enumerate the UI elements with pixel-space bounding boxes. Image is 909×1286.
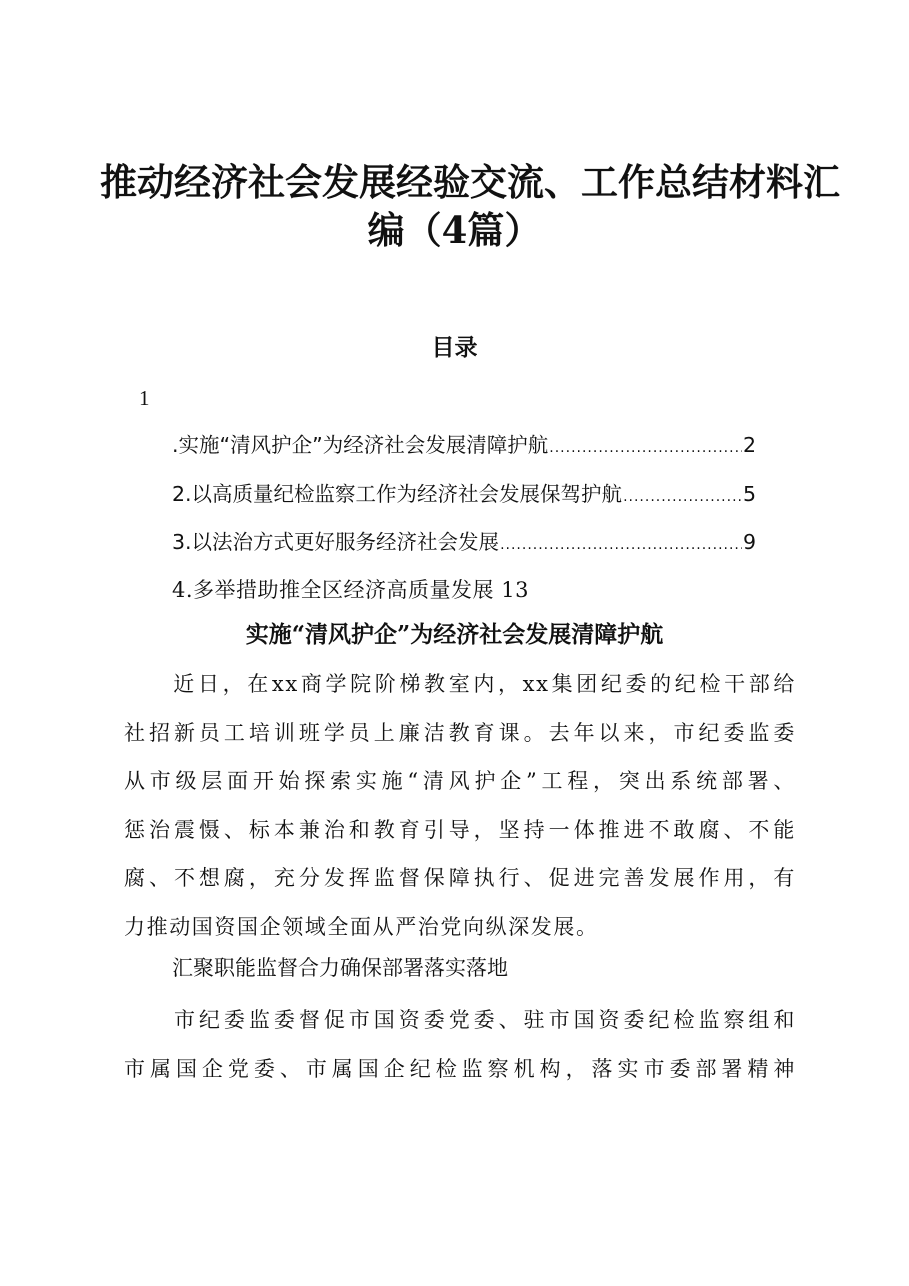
paragraph-line: 市属国企党委、市属国企纪检监察机构，落实市委部署精神 xyxy=(124,1056,796,1081)
toc-entry[interactable] xyxy=(172,574,772,604)
toc-heading: 目录 xyxy=(431,334,478,361)
toc-number: 1 xyxy=(139,386,150,410)
body-paragraph xyxy=(124,660,796,952)
toc-entry[interactable] xyxy=(172,525,756,555)
paragraph-line: 近日，在xx商学院阶梯教室内，xx集团纪委的纪检干部给 xyxy=(124,672,796,696)
toc-leader-dots xyxy=(500,537,742,553)
paragraph-line: 社招新员工培训班学员上廉洁教育课。去年以来，市纪委监委 xyxy=(124,720,796,745)
toc-entry-text: .实施“清风护企”为经济社会发展清障护航 xyxy=(172,433,549,457)
body-paragraph xyxy=(124,996,796,1093)
document-title-line-1: 推动经济社会发展经验交流、工作总结材料汇 xyxy=(100,160,840,204)
toc-leader-dots xyxy=(549,440,742,456)
section-subheading: 汇聚职能监督合力确保部署落实落地 xyxy=(172,956,508,980)
paragraph-line: 力推动国资国企领域全面从严治党向纵深发展。 xyxy=(124,914,599,939)
paragraph-line: 腐、不想腐，充分发挥监督保障执行、促进完善发展作用，有 xyxy=(124,866,796,891)
toc-entry-page: 2 xyxy=(742,433,756,457)
toc-leader-dots xyxy=(623,489,742,505)
paragraph-line: 市纪委监委督促市国资委党委、驻市国资委纪检监察组和 xyxy=(124,1008,796,1032)
document-title-line-2: 编（4篇） xyxy=(367,208,542,252)
paragraph-line: 惩治震慑、标本兼治和教育引导，坚持一体推进不敢腐、不能 xyxy=(124,817,796,842)
toc-entry-text: 2.以高质量纪检监察工作为经济社会发展保驾护航 xyxy=(172,482,623,506)
toc-entry-text: 4.多举措助推全区经济高质量发展 13 xyxy=(172,578,529,602)
toc-entry[interactable] xyxy=(172,428,756,458)
paragraph-line: 从市级层面开始探索实施“清风护企”工程，突出系统部署、 xyxy=(124,769,796,794)
toc-entry-page: 9 xyxy=(742,530,756,554)
toc-entry-page: 5 xyxy=(742,482,756,506)
toc-entry-text: 3.以法治方式更好服务经济社会发展 xyxy=(172,530,500,554)
section-title: 实施“清风护企”为经济社会发展清障护航 xyxy=(245,621,664,648)
toc-entry[interactable] xyxy=(172,477,756,507)
